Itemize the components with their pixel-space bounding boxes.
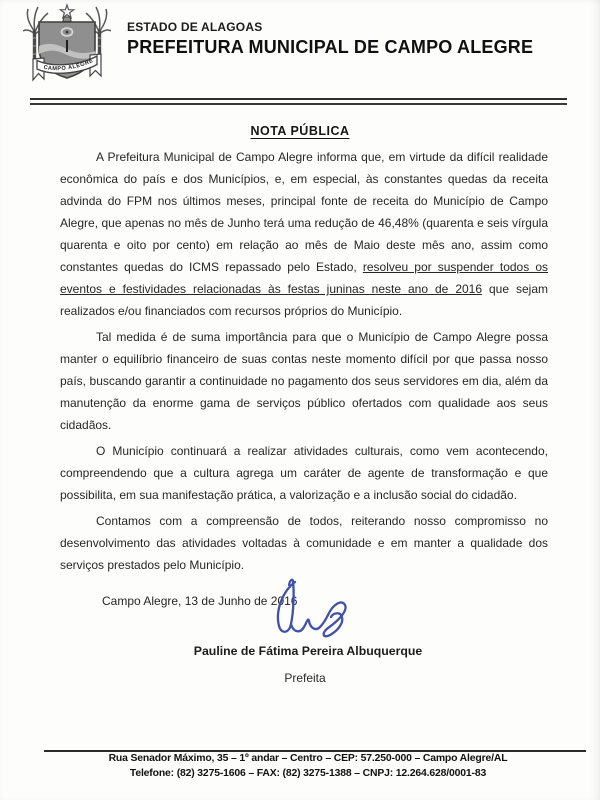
paragraph-2: Tal medida é de suma importância para que o Município de Campo Alegre possa manter o equilíbrio financeiro de suas contas neste momento difícil por que passa nosso país, buscando garantir a continuidade no pagamento dos seus servidores em dia, além da manutenção da enorme gama de serviços público ofertados com qualidade aos seus cidadãos. bbox=[60, 330, 548, 432]
footer-contact: Telefone: (82) 3275-1606 – FAX: (82) 3275-1388 – CNPJ: 12.264.628/0001-83 bbox=[129, 768, 487, 779]
document-body bbox=[60, 146, 548, 580]
star-icon bbox=[60, 5, 73, 18]
header-divider bbox=[30, 98, 567, 105]
signer-title: Prefeita bbox=[284, 671, 326, 685]
coat-of-arms-icon bbox=[23, 2, 111, 96]
state-name: ESTADO DE ALAGOAS bbox=[127, 20, 263, 34]
paragraph-1-underlined-text: resolveu por suspender todos os eventos e festividades relacionadas às festas juninas neste ano de 2016 bbox=[60, 260, 548, 296]
paragraph-1-text-end: que sejam realizados e/ou financiados com recursos próprios do Município. bbox=[60, 282, 548, 318]
footer-address: Rua Senador Máximo, 35 – 1º andar – Centro – CEP: 57.250-000 – Campo Alegre/AL bbox=[108, 753, 508, 764]
paragraph-4: Contamos com a compreensão de todos, reiterando nosso compromisso no desenvolvimento das atividades voltadas à comunidade e em manter a qualidade dos serviços prestados pelo Município. bbox=[60, 514, 548, 572]
ribbon-banner-label: CAMPO ALEGRE bbox=[42, 57, 95, 73]
date-line: Campo Alegre, 13 de Junho de 2016 bbox=[102, 594, 298, 608]
letterhead bbox=[127, 20, 533, 58]
document-title: NOTA PÚBLICA bbox=[250, 124, 350, 138]
footer-divider bbox=[44, 750, 586, 752]
municipality-name: PREFEITURA MUNICIPAL DE CAMPO ALEGRE bbox=[127, 37, 534, 57]
paragraph-1-text: A Prefeitura Municipal de Campo Alegre informa que, em virtude da difícil realidade econômica do país e dos Municípios, e, em especial, às constantes quedas da receita advinda do FPM nos últimos meses, principal fonte de receita do Município de Campo Alegre, que apenas no mês de Junho terá uma redução de 46,48% (quarenta e seis vírgula quarenta e oito por cento) em relação ao mês de Maio deste mês ano, assim como constantes quedas do ICMS repassado pelo Estado, bbox=[60, 150, 548, 274]
paragraph-1 bbox=[60, 146, 548, 322]
paragraph-3: O Município continuará a realizar atividades culturais, como vem acontecendo, compreendendo que a cultura agrega um caráter de agente de transformação e que possibilita, em sua manifestação prática, a valorização e a inclusão social do cidadão. bbox=[60, 444, 548, 502]
signer-name: Pauline de Fátima Pereira Albuquerque bbox=[193, 644, 423, 658]
